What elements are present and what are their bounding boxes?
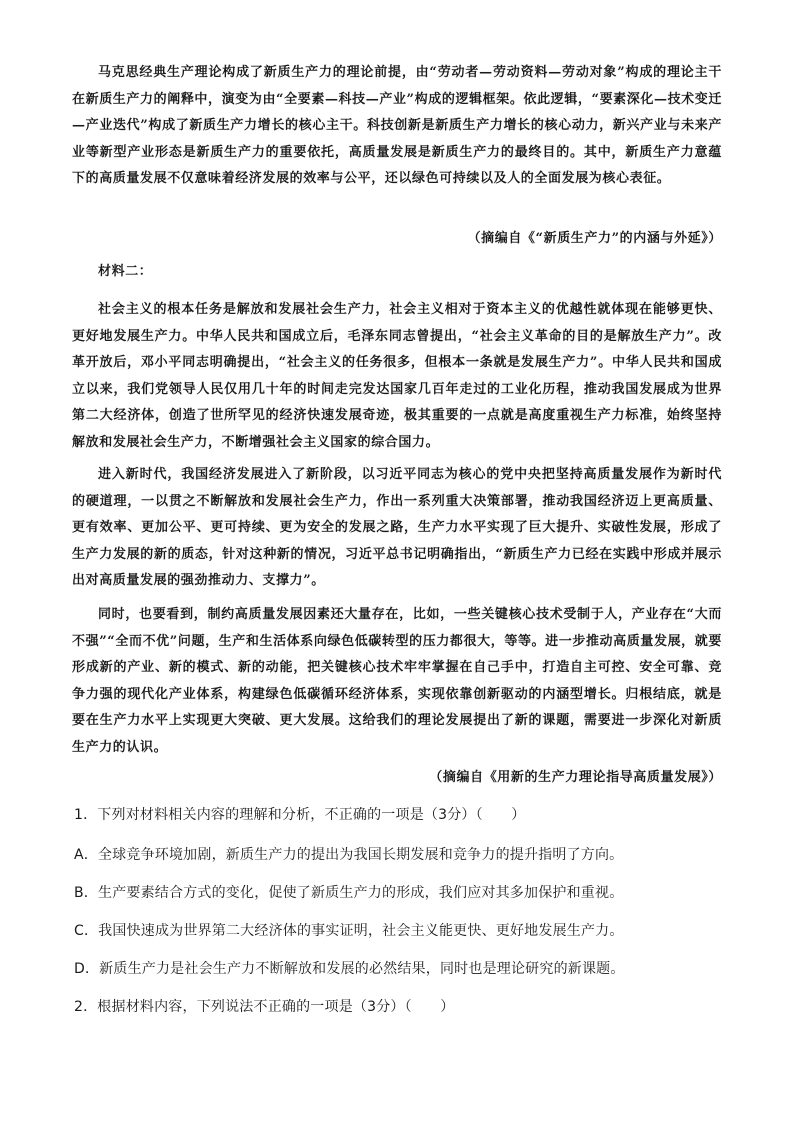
question-2: 2．根据材料内容，下列说法不正确的一项是（3分）（ ） bbox=[74, 999, 455, 1015]
source-citation-two: （摘编自《用新的生产力理论指导高质量发展》） bbox=[429, 770, 722, 785]
passage-material-two-para-2: 进入新时代，我国经济发展进入了新阶段，以习近平同志为核心的党中央把坚持高质量发展作为新时代的硬道理，一以贯之不断解放和发展社会生产力，作出一系列重大决策部署，推动我国经济迈上更高质量、更有效率、更加公平、更可持续、更为安全的发展之路，生产力水平实现了巨大提升、实破性发展，形成了生产力发展的新的质态，针对这种新的情况，习近平总书记明确指出，“新质生产力已经在实践中形成并展示出对高质量发展的强劲推动力、支撑力”。 bbox=[72, 467, 722, 588]
question-1-option-c: C．我国快速成为世界第二大经济体的事实证明，社会主义能更快、更好地发展生产力。 bbox=[74, 923, 624, 939]
question-1-option-a: A．全球竞争环境加剧，新质生产力的提出为我国长期发展和竞争力的提升指明了方向。 bbox=[74, 847, 624, 863]
question-1: 1．下列对材料相关内容的理解和分析，不正确的一项是（3分）（ ） bbox=[74, 807, 526, 823]
passage-material-one: 马克思经典生产理论构成了新质生产力的理论前提，由“劳动者—劳动资料—劳动对象”构成的理论主干在新质生产力的阐释中，演变为由“全要素—科技—产业”构成的逻辑框架。依此逻辑，“要素深化—技术变迁—产业迭代”构成了新质生产力增长的核心主干。科技创新是新质生产力增长的核心动力，新兴产业与未来产业等新型产业形态是新质生产力的重要依托，高质量发展是新质生产力的最终目的。其中，新质生产力意蕴下的高质量发展不仅意味着经济发展的效率与公平，还以绿色可持续以及人的全面发展为核心表征。 bbox=[72, 65, 722, 186]
passage-material-two-para-3: 同时，也要看到，制约高质量发展因素还大量存在，比如，一些关键核心技术受制于人，产业存在“大而不强”“全而不优”问题，生产和生活体系向绿色低碳转型的压力都很大，等等。进一步推动高质量发展，就要形成新的产业、新的模式、新的动能，把关键核心技术牢牢掌握在自己手中，打造自主可控、安全可靠、竞争力强的现代化产业体系，构建绿色低碳循环经济体系，实现依靠创新驱动的内涵型增长。归根结底，就是要在生产力水平上实现更大突破、更大发展。这给我们的理论发展提出了新的课题，需要进一步深化对新质生产力的认识。 bbox=[72, 607, 722, 755]
source-citation-one: （摘编自《“新质生产力”的内涵与外延》） bbox=[467, 231, 722, 246]
question-1-option-b: B．生产要素结合方式的变化，促使了新质生产力的形成，我们应对其多加保护和重视。 bbox=[74, 885, 624, 901]
question-1-option-d: D．新质生产力是社会生产力不断解放和发展的必然结果，同时也是理论研究的新课题。 bbox=[74, 961, 625, 977]
material-two-label: 材料二： bbox=[98, 264, 153, 279]
passage-material-two-para-1: 社会主义的根本任务是解放和发展社会生产力，社会主义相对于资本主义的优越性就体现在能够更快、更好地发展生产力。中华人民共和国成立后，毛泽东同志曾提出，“社会主义革命的目的是解放生产力”。改革开放后，邓小平同志明确提出，“社会主义的任务很多，但根本一条就是发展生产力”。中华人民共和国成立以来，我们党领导人民仅用几十年的时间走完发达国家几百年走过的工业化历程，推动我国发展成为世界第二大经济体，创造了世所罕见的经济快速发展奇迹，极其重要的一点就是高度重视生产力标准，始终坚持解放和发展社会生产力，不断增强社会主义国家的综合国力。 bbox=[72, 302, 722, 450]
